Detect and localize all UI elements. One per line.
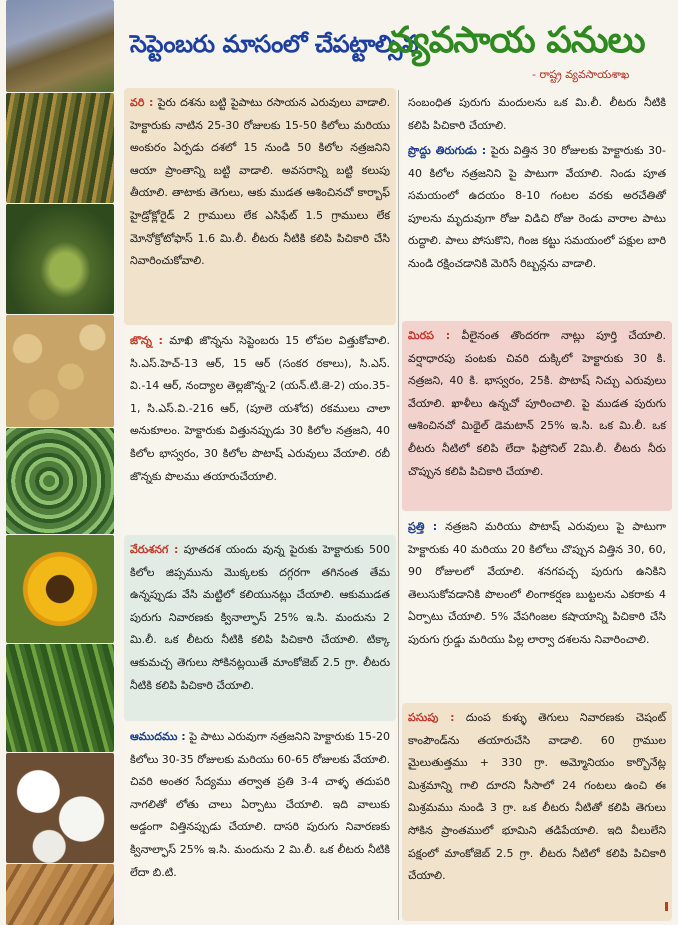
turmeric-section (402, 703, 672, 921)
chilli-heading: మిరప : (408, 329, 451, 342)
paddy-heading: వరి : (130, 96, 154, 109)
jowar-section (124, 326, 396, 534)
title-part-2: వ్యవసాయ పనులు (388, 20, 645, 61)
groundnut-section (124, 535, 396, 721)
sunhemp-section (402, 136, 672, 320)
castor-heading: ఆముదము : (130, 730, 186, 743)
cotton-section (402, 512, 672, 702)
maize-photo (6, 204, 114, 314)
jowar-heading: జొన్న : (130, 334, 163, 347)
cotton-text: నత్రజని మరియు పొటాష్ ఎరువులు పై పాటుగా హెక్టారుకు 40 మరియు 20 కిలోలు చొప్పున విత్తిన 30, 60, 90 రోజులలో వేయాలి. శనగపచ్చ పురుగు ఉనికిని తెలుసుకోవడానికి పొలంలో లింగాకర్షణ బుట్టలను ఎకరాకు 4 ఏర్పాటు చేయాలి. 5% వేపగింజల కషాయాన్ని పిచికారి చేసి పురుగు గ్రుడ్డు మరియు పిల్ల లార్వా దశలను నివారించాలి. (408, 520, 667, 646)
article-header (120, 18, 676, 81)
cotton-photo (6, 753, 114, 863)
crop-photo-strip (0, 0, 118, 925)
chilli-section (402, 321, 672, 511)
end-mark (665, 902, 668, 911)
paddy-section (124, 88, 396, 325)
turmeric-text: దుంప కుళ్ళు తెగులు నివారణకు చెషంట్ కాంపౌండ్‌ను తయారుచేసి వాడాలి. 60 గ్రాముల మైలుతుత్తము + 330 గ్రా. అమ్మోనియం కార్బొనేట్ల మిశ్రమాన్ని గాలి దూరని సీసాలో 24 గంటలు ఉంచి ఈ మిశ్రమము నుండి 3 గ్రా. ఒక లీటరు నీటితో కలిపి తెగులు సోకిన ప్రాంతములో భూమిని తడిపేయాలి. ఇది వీలులేని పక్షంలో మాంకోజెబ్ 2.5 గ్రా. లీటరు నీటిలో కలిపి పిచికారి చేయాలి. (408, 711, 666, 883)
jowar-text: మాఖి జొన్నను సెప్టెంబరు 15 లోపల విత్తుకోవాలి. సి.ఎస్.హెచ్-13 ఆర్, 15 ఆర్ (సంకర రకాలు), సి.ఎస్. వి.-14 ఆర్, నంద్యాల తెల్లజొన్న-2 (యన్.టి.జె-2) యం.35-1, సి.ఎస్.వి.-216 ఆర్, (పూలె యశోద) రకములు చాలా అనుకూలం. హెక్టారుకు విత్తునప్పుడు 30 కిలోల నత్రజని, 40 కిలోల భాస్వరం, 30 కిలోల పొటాష్ ఎరువులు వేయాలి. రబీ జొన్నకు పొలము తయారుచేయాలి. (130, 334, 390, 483)
chilli-text: వీలైనంత తొందరగా నాట్లు పూర్తి చేయాలి. వర్షాధారపు పంటకు చివరి దుక్కిలో హెక్టారుకు 30 కి. నత్రజని, 40 కి. భాస్వరం, 25కి. పొటాష్ నిచ్చు ఎరువులు వేయాలి. ఖాళీలు ఉన్నచో పూరించాలి. పై ముడత పురుగు ఆశించినచో మిథైల్ డెమటాన్ 25% ఇ.సి. ఒక మి.లీ. ఒక లీటరు నీటిలో కలిపి లేదా ఫిప్రోనిల్ 2మి.లీ. లీటరు నీరు చొప్పున కలిపి పిచికారి చేయాలి. (408, 329, 666, 478)
castor-leaves-photo (6, 428, 114, 534)
sunhemp-heading: ప్రొద్దు తిరుగుడు : (408, 144, 487, 157)
cotton-heading: ప్రత్తి : (408, 520, 438, 533)
chilli-plant-photo (6, 644, 114, 752)
sunflower-photo (6, 535, 114, 643)
continuation-text: సంబంధిత పురుగు మందులను ఒక మి.లీ. లీటరు నీటికి కలిపి పిచికారి చేయాలి. (408, 96, 666, 132)
castor-text: పై పాటు ఎరువుగా నత్రజనిని హెక్టారుకు 15-20 కిలోలు 30-35 రోజులకు మరియు 60-65 రోజులకు వేయాలి. చివరి అంతర సేద్యము తర్వాత ప్రతి 3-4 చాళ్ళ తదుపరి నాగలితో లోతు చాలు ఏర్పాటు చేయాలి. ఇది వాలుకు అడ్డంగా విత్తినప్పుడు చేయాలి. దాసరి పురుగు నివారణకు క్వినాల్ఫాస్ 25% ఇ.సి. మందును 2 మి.లీ. ఒక లీటరు నీటికి లేదా బి.టి. (130, 730, 391, 879)
castor-section (124, 722, 396, 922)
turmeric-photo (6, 864, 114, 925)
turmeric-heading: పసుపు : (408, 711, 455, 724)
title-part-1: సెప్టెంబరు మాసంలో చేపట్టాల్సిన (130, 30, 419, 58)
groundnut-text: పూతదశ యందు వున్న పైరుకు హెక్టారుకు 500 కిలోల జిప్సమును మొక్కలకు దగ్గరగా తగినంత తేమ ఉన్నప్పుడు వేసి మట్టిలో కలియునట్లు చేయాలి. ఆకుముడత పురుగు నివారణకు క్వినాల్ఫాస్ 25% ఇ.సి. మందును 2 మి.లీ. ఒక లీటరు నీటికి కలిపి పిచికారి చేయాలి. టిక్కా ఆకుమచ్చ తెగులు సోకినట్లయితే మాంకోజెబ్ 2.5 గ్రా. లీటరు నీటికి కలిపి పిచికారి చేయాలి. (130, 543, 390, 692)
groundnut-heading: వేరుశనగ : (130, 543, 179, 556)
sunhemp-text: పైరు విత్తిన 30 రోజులకు హెక్టారుకు 30-40 కిలోల నత్రజనిని పై పాటుగా వేయాలి. నిండు పూత సమయంలో ఉదయం 8-10 గంటల వరకు అరచేతితో పూలను మృదువుగా రోజు విడిచి రోజు రెండు వారాల పాటు రుద్దాలి. పాలు పోసుకొని, గింజ కట్టు సమయంలో పక్షుల బారి నుండి రక్షించడానికి మెరిసే రిబ్బన్లను వాడాలి. (408, 144, 666, 270)
groundnut-photo (6, 315, 114, 427)
continuation-section (402, 88, 672, 136)
byline-credit: - రాష్ట్ర వ్యవసాయశాఖ (532, 68, 630, 81)
paddy-photo (6, 93, 114, 203)
paddy-text: పైరు దశను బట్టి పైపాటు రసాయన ఎరువులు వాడాలి. హెక్టారుకు నాటిన 25-30 రోజులకు 15-50 కిలోలు మరియు అంకురం ఏర్పడు దశలో 15 నుండి 50 కిలోల నత్రజనిని ఆయా ప్రాంతాన్ని బట్టి వాడాలి. అవసరాన్ని బట్టి కలుపు తీయాలి. తాటాకు తెగులు, ఆకు ముడత ఆశించినచో కార్బాఫ్ హైడ్రోక్లోరైడ్ 2 గ్రాములు లేక ఎసిఫేట్ 1.5 గ్రాములు లేక మోనోక్రోటోఫాస్ 1.6 మి.లీ. లీటరు నీటికి కలిపి పిచికారి చేసి నివారించుకోవాలి. (130, 96, 391, 268)
column-divider (398, 90, 399, 920)
sorghum-photo (6, 0, 114, 92)
